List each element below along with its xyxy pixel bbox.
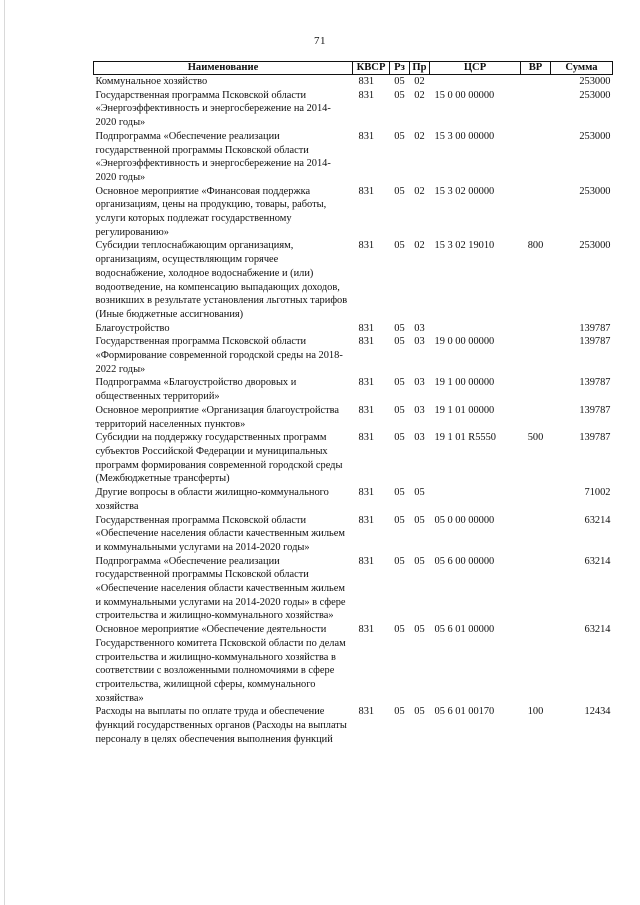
- cell-name: Основное мероприятие «Организация благоустройства территорий населенных пунктов»: [95, 404, 340, 430]
- cell-csr: 19 1 01 00000: [434, 404, 495, 416]
- page-number: 71: [314, 35, 326, 47]
- cell-sum: 139787: [579, 336, 611, 348]
- cell-csr: 15 3 02 00000: [434, 185, 495, 197]
- table-header: [94, 62, 613, 75]
- cell-pr: 05: [414, 487, 425, 499]
- cell-csr: 15 3 02 19010: [434, 240, 495, 252]
- cell-csr: 19 1 00 00000: [434, 377, 495, 389]
- header-vr: ВР: [521, 62, 551, 75]
- cell-sum: 253000: [579, 76, 611, 87]
- cell-csr: 05 6 01 00170: [434, 706, 495, 718]
- cell-vr: [521, 555, 551, 624]
- cell-pr: 05: [414, 624, 425, 636]
- cell-kvsr: 831: [358, 322, 375, 334]
- table-row: [94, 130, 613, 185]
- cell-kvsr: 831: [358, 432, 375, 444]
- table-row: [94, 376, 613, 403]
- cell-csr: 05 6 01 00000: [434, 624, 495, 636]
- header-rz: Рз: [390, 62, 410, 75]
- cell-vr: 800: [527, 240, 544, 252]
- budget-table: [93, 61, 613, 746]
- cell-name: Расходы на выплаты по оплате труда и обеспечение функций государственных органов (Расходы на выплаты персоналу в целях обеспечения выполнения функций: [95, 706, 347, 745]
- cell-pr: 02: [414, 240, 425, 252]
- cell-name: Государственная программа Псковской области «Формирование современной городской среды на 2018-2022 годы»: [95, 336, 343, 375]
- cell-rz: 05: [394, 624, 405, 636]
- cell-rz: 05: [394, 322, 405, 334]
- cell-csr: 05 0 00 00000: [434, 514, 495, 526]
- cell-rz: 05: [394, 336, 405, 348]
- cell-vr: [521, 335, 551, 376]
- cell-rz: 05: [394, 487, 405, 499]
- header-pr: Пр: [410, 62, 430, 75]
- cell-pr: 03: [414, 336, 425, 348]
- table-row: [94, 514, 613, 555]
- cell-rz: 05: [394, 76, 405, 87]
- cell-kvsr: 831: [358, 185, 375, 197]
- cell-vr: [521, 75, 551, 89]
- cell-kvsr: 831: [358, 404, 375, 416]
- cell-csr: 19 0 00 00000: [434, 336, 495, 348]
- table-row: [94, 623, 613, 705]
- cell-name: Государственная программа Псковской области «Обеспечение населения области качественным жильем и коммунальными услугами на 2014-2020 годы»: [95, 514, 345, 553]
- table-row: [94, 89, 613, 130]
- cell-sum: 139787: [579, 404, 611, 416]
- cell-pr: 05: [414, 706, 425, 718]
- cell-vr: [521, 376, 551, 403]
- cell-csr: 19 1 01 R5550: [434, 432, 496, 444]
- cell-kvsr: 831: [358, 487, 375, 499]
- cell-rz: 05: [394, 404, 405, 416]
- table-row: [94, 239, 613, 321]
- cell-kvsr: 831: [358, 377, 375, 389]
- cell-sum: 12434: [584, 706, 611, 718]
- header-sum: Сумма: [551, 62, 613, 75]
- cell-csr: 05 6 00 00000: [434, 555, 495, 567]
- cell-kvsr: 831: [358, 89, 375, 101]
- cell-csr: [430, 486, 521, 513]
- cell-name: Субсидии теплоснабжающим организациям, организациям, осуществляющим горячее водоснабжение, холодное водоснабжение и (или) водоотведение, на компенсацию выпадающих доходов, возникших в результате установления льготных тарифов (Иные бюджетные ассигнования): [95, 240, 348, 320]
- cell-sum: 253000: [579, 130, 611, 142]
- cell-pr: 03: [414, 404, 425, 416]
- cell-rz: 05: [394, 514, 405, 526]
- cell-vr: [521, 322, 551, 336]
- cell-csr: 15 0 00 00000: [434, 89, 495, 101]
- cell-rz: 05: [394, 377, 405, 389]
- cell-csr: [430, 322, 521, 336]
- cell-vr: 500: [527, 432, 544, 444]
- cell-name: Подпрограмма «Благоустройство дворовых и общественных территорий»: [95, 377, 297, 403]
- scan-edge-line: [4, 0, 5, 905]
- cell-csr: [430, 75, 521, 89]
- table-row: [94, 431, 613, 486]
- cell-sum: 253000: [579, 240, 611, 252]
- cell-name: Субсидии на поддержку государственных программ субъектов Российской Федерации и муниципальных программ формирования современной городской среды (Межбюджетные трансферты): [95, 432, 343, 485]
- header-name: Наименование: [94, 62, 353, 75]
- cell-rz: 05: [394, 706, 405, 718]
- cell-kvsr: 831: [358, 514, 375, 526]
- cell-vr: 100: [527, 706, 544, 718]
- cell-pr: 03: [414, 377, 425, 389]
- cell-rz: 05: [394, 130, 405, 142]
- cell-kvsr: 831: [358, 624, 375, 636]
- cell-sum: 253000: [579, 185, 611, 197]
- cell-rz: 05: [394, 89, 405, 101]
- cell-vr: [521, 130, 551, 185]
- cell-sum: 71002: [584, 487, 611, 499]
- table-row: [94, 486, 613, 513]
- cell-rz: 05: [394, 240, 405, 252]
- table-row: [94, 75, 613, 89]
- cell-pr: 02: [414, 76, 425, 87]
- cell-sum: 63214: [584, 514, 611, 526]
- cell-name: Государственная программа Псковской области «Энергоэффективность и энергосбережение на 2014-2020 годы»: [95, 89, 331, 129]
- cell-pr: 03: [414, 432, 425, 444]
- table-row: [94, 555, 613, 624]
- cell-rz: 05: [394, 185, 405, 197]
- cell-sum: 139787: [579, 432, 611, 444]
- table-row: [94, 322, 613, 336]
- cell-name: Основное мероприятие «Финансовая поддержка организациям, цены на продукцию, товары, работы, услуги которых подлежат государственному регулированию»: [95, 185, 327, 238]
- table-body: [94, 75, 613, 747]
- table-row: [94, 404, 613, 431]
- cell-kvsr: 831: [358, 76, 375, 87]
- cell-pr: 02: [414, 185, 425, 197]
- table-row: [94, 335, 613, 376]
- cell-kvsr: 831: [358, 706, 375, 718]
- cell-kvsr: 831: [358, 240, 375, 252]
- cell-kvsr: 831: [358, 130, 375, 142]
- header-kvsr: КВСР: [353, 62, 390, 75]
- cell-sum: 63214: [584, 624, 611, 636]
- cell-kvsr: 831: [358, 555, 375, 567]
- cell-name: Подпрограмма «Обеспечение реализации государственной программы Псковской области «Обеспечение населения области качественным жильем и коммунальными услугами на 2014-2020 годы» в сфере строительства и жилищно-коммунального хозяйства»: [95, 555, 346, 622]
- cell-vr: [521, 404, 551, 431]
- cell-rz: 05: [394, 555, 405, 567]
- cell-name: Благоустройство: [95, 322, 170, 334]
- cell-sum: 63214: [584, 555, 611, 567]
- cell-pr: 02: [414, 130, 425, 142]
- cell-sum: 253000: [579, 89, 611, 101]
- cell-vr: [521, 185, 551, 240]
- table-row: [94, 705, 613, 746]
- cell-pr: 05: [414, 555, 425, 567]
- budget-table-container: [93, 61, 612, 746]
- cell-pr: 05: [414, 514, 425, 526]
- cell-csr: 15 3 00 00000: [434, 130, 495, 142]
- cell-pr: 03: [414, 322, 425, 334]
- cell-name: Основное мероприятие «Обеспечение деятельности Государственного комитета Псковской области по делам строительства и жилищно-коммунального хозяйства в соответствии с возложенными полномочиями в сфере строительства, жилищной сферы, коммунального хозяйства»: [95, 624, 346, 704]
- cell-sum: 139787: [579, 377, 611, 389]
- cell-vr: [521, 514, 551, 555]
- cell-vr: [521, 89, 551, 130]
- cell-vr: [521, 623, 551, 705]
- header-csr: ЦСР: [430, 62, 521, 75]
- table-row: [94, 185, 613, 240]
- cell-kvsr: 831: [358, 336, 375, 348]
- cell-rz: 05: [394, 432, 405, 444]
- cell-name: Подпрограмма «Обеспечение реализации государственной программы Псковской области «Энергоэффективность и энергосбережение на 2014-2020 годы»: [95, 130, 331, 183]
- cell-name: Коммунальное хозяйство: [95, 76, 208, 87]
- cell-name: Другие вопросы в области жилищно-коммунального хозяйства: [95, 487, 329, 512]
- cell-vr: [521, 486, 551, 513]
- cell-sum: 139787: [579, 322, 611, 334]
- cell-pr: 02: [414, 89, 425, 101]
- header-row: [94, 62, 613, 75]
